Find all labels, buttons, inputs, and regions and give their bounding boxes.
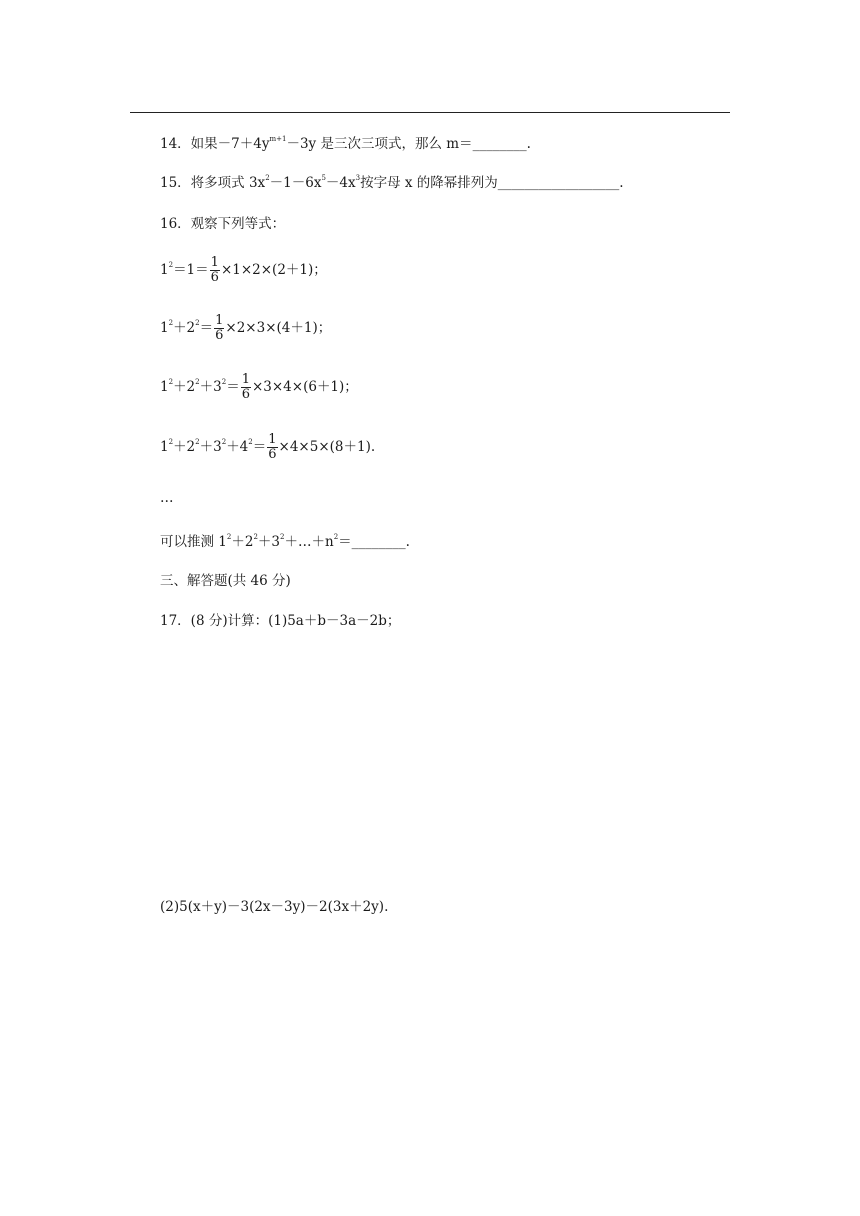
eq4-rhs: ×4×5×(8＋1). xyxy=(278,439,376,455)
eq2-exponent-1: 2 xyxy=(168,319,174,327)
eq4-equals: ＝ xyxy=(252,439,267,455)
question-16-guess xyxy=(160,533,410,551)
guess-equals: ＝ xyxy=(338,534,352,550)
eq2-term-2: ＋2 xyxy=(173,320,196,336)
eq3-term-1: 1 xyxy=(160,379,169,395)
fraction-numerator: 1 xyxy=(210,255,219,270)
ellipsis: … xyxy=(160,490,174,506)
guess-exponent-1: 2 xyxy=(226,533,232,541)
guess-term-n: ＋…＋n xyxy=(284,534,334,550)
q15-text-2: －1－6x xyxy=(269,175,322,191)
eq2-term-1: 1 xyxy=(160,320,169,336)
eq3-rhs: ×3×4×(6＋1)； xyxy=(251,379,358,395)
eq2-rhs: ×2×3×(4＋1)； xyxy=(225,320,332,336)
fraction-denominator: 6 xyxy=(215,328,224,343)
eq1-equals: ＝1＝ xyxy=(173,262,209,278)
eq4-exponent-4: 2 xyxy=(248,438,253,446)
q15-exponent-3: 3 xyxy=(355,174,361,182)
question-14 xyxy=(160,135,531,153)
header-rule xyxy=(130,112,730,113)
guess-exponent-2: 2 xyxy=(253,533,258,541)
equation-1 xyxy=(160,256,327,285)
guess-period: . xyxy=(405,534,410,550)
guess-exponent-n: 2 xyxy=(333,533,339,541)
fraction-numerator: 1 xyxy=(241,372,250,387)
eq4-exponent-2: 2 xyxy=(195,438,200,446)
eq3-term-2: ＋2 xyxy=(173,379,196,395)
q15-text-3: －4x xyxy=(325,175,356,191)
q14-exponent: m+1 xyxy=(269,135,287,143)
question-17-part-2: (2)5(x＋y)－3(2x－3y)－2(3x＋2y). xyxy=(160,899,389,915)
q14-text-mid: －3y 是三次三项式，那么 m＝ xyxy=(286,136,473,152)
fraction-one-sixth xyxy=(267,433,277,462)
fraction-numerator: 1 xyxy=(215,313,224,328)
q14-period: . xyxy=(526,136,531,152)
fraction-denominator: 6 xyxy=(210,270,219,285)
guess-term-2: ＋2 xyxy=(231,534,254,550)
equation-4 xyxy=(160,433,375,462)
q15-text-4: 按字母 x 的降幂排列为 xyxy=(360,175,498,191)
eq3-exponent-3: 2 xyxy=(221,378,227,386)
fraction-one-sixth xyxy=(241,373,251,402)
eq1-term: 1 xyxy=(160,262,169,278)
eq4-term-3: ＋3 xyxy=(199,439,222,455)
q16-answer-blank[interactable]: ________ xyxy=(351,534,406,550)
eq4-term-4: ＋4 xyxy=(226,439,249,455)
section-3-heading: 三、解答题(共 46 分) xyxy=(160,573,291,589)
q15-text-1: 15．将多项式 3x xyxy=(160,175,266,191)
equation-2 xyxy=(160,314,331,343)
eq3-exponent-2: 2 xyxy=(195,378,200,386)
q14-answer-blank[interactable]: ________ xyxy=(472,136,527,152)
question-15 xyxy=(160,174,624,192)
question-17-part-1: 17．(8 分)计算：(1)5a＋b－3a－2b； xyxy=(160,613,401,629)
fraction-one-sixth xyxy=(214,314,224,343)
eq4-exponent-3: 2 xyxy=(221,438,227,446)
q15-answer-blank[interactable]: __________________ xyxy=(497,175,620,191)
eq1-exponent: 2 xyxy=(168,261,174,269)
fraction-denominator: 6 xyxy=(241,387,250,402)
guess-term-1: 可以推测 1 xyxy=(160,534,227,550)
eq3-exponent-1: 2 xyxy=(168,378,174,386)
fraction-denominator: 6 xyxy=(268,447,277,462)
eq4-term-2: ＋2 xyxy=(173,439,196,455)
eq2-equals: ＝ xyxy=(199,320,214,336)
q15-exponent-1: 2 xyxy=(265,174,270,182)
fraction-one-sixth xyxy=(210,256,220,285)
eq4-term-1: 1 xyxy=(160,439,169,455)
eq3-term-3: ＋3 xyxy=(199,379,222,395)
fraction-numerator: 1 xyxy=(268,432,277,447)
equation-3 xyxy=(160,373,358,402)
eq3-equals: ＝ xyxy=(226,379,240,395)
guess-term-3: ＋3 xyxy=(257,534,281,550)
q15-period: . xyxy=(619,175,624,191)
question-16-intro: 16．观察下列等式： xyxy=(160,216,286,232)
eq4-exponent-1: 2 xyxy=(168,438,174,446)
q15-exponent-2: 5 xyxy=(321,174,326,182)
eq1-rhs: ×1×2×(2＋1)； xyxy=(220,262,327,278)
q14-text-prefix: 14．如果－7＋4y xyxy=(160,136,270,152)
eq2-exponent-2: 2 xyxy=(195,319,200,327)
guess-exponent-3: 2 xyxy=(280,533,285,541)
